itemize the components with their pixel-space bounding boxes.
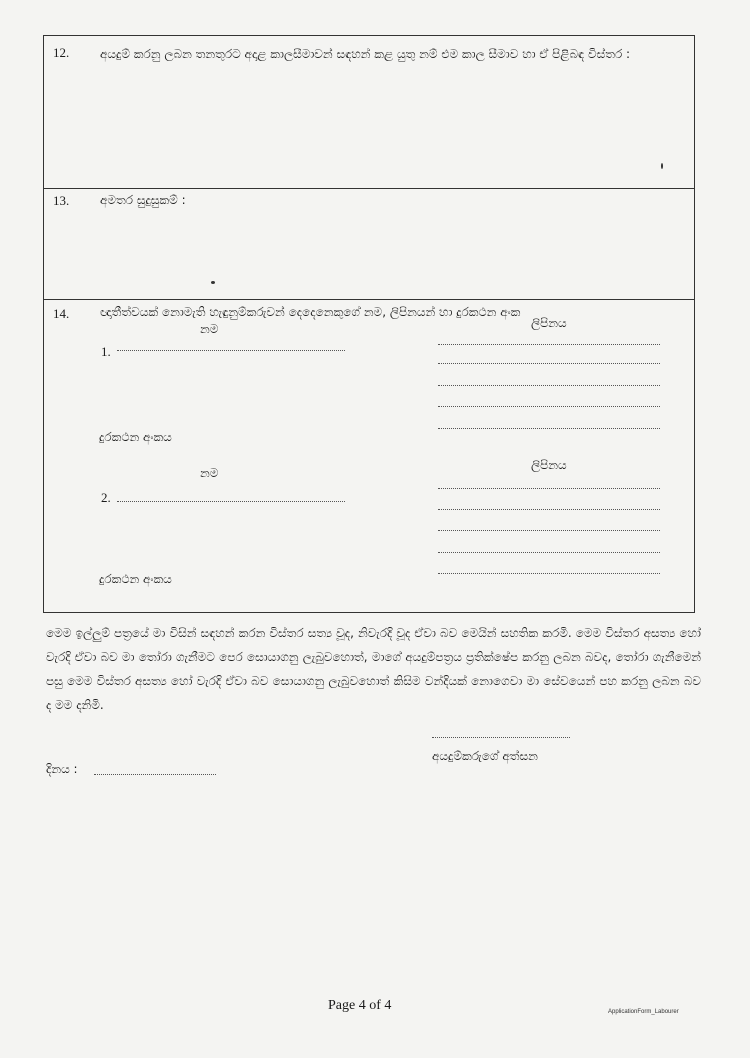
- scan-speck: [211, 281, 215, 284]
- referee-1-name-field[interactable]: [117, 350, 345, 351]
- form-code: ApplicationForm_Labourer: [608, 1009, 679, 1015]
- declaration-text: මෙම ඉල්ලුම් පත්‍රයේ මා විසින් සඳහන් කරන විස්තර සත්‍ය වූද, නිවැරදි වූද ඒවා බව මෙයින් සහතික කරමි. මෙම විස්තර අසත්‍ය හෝ වැරදි ඒවා බව මා තෝරා ගැනීමට පෙර සොයාගනු ලැබුවහොත්, මාගේ අයදුම්පත්‍රය ප්‍රතික්ෂේප කරනු ලබන බවද, තෝරා ගැනීමෙන් පසු මෙම විස්තර අසත්‍ය හෝ වැරදි ඒවා බව සොයාගනු ලැබුවහොත් කිසිම වන්දියක් නොගෙවා මා සේවයෙන් පහ කරනු ලබන බව ද මම දනිමි.: [46, 626, 701, 712]
- referee-2-address-label: ලිපිනය: [531, 458, 567, 472]
- referee-1-address-line-4[interactable]: [438, 406, 660, 407]
- item-12-number: 12.: [53, 45, 70, 60]
- item-14-question: ඥාතීත්වයක් නොමැති හැඳුනුම්කරුවන් දෙදෙනෙකුගේ නම, ලිපිනයන් හා දුරකථන අංක: [100, 305, 521, 319]
- item-12-answer-area[interactable]: [100, 86, 685, 181]
- signature-field[interactable]: [432, 737, 570, 738]
- referee-1-name-label: නම: [200, 322, 219, 336]
- referee-1-phone-label: දුරකථන අංකය: [99, 430, 172, 444]
- date-field[interactable]: [94, 774, 216, 775]
- referee-2-index: 2.: [101, 490, 111, 505]
- item-13-question: අමතර සුදුසුකම් :: [100, 193, 186, 207]
- referee-1-address-line-2[interactable]: [438, 363, 660, 364]
- item-12-question: අයදුම් කරනු ලබන තනතුරට අදාළ කාලසීමාවන් සඳහන් කළ යුතු නම් එම කාල සීමාව හා ඒ පිළිබඳ විස්තර :: [100, 47, 631, 61]
- page-number: Page 4 of 4: [328, 998, 392, 1013]
- form-table: [43, 35, 695, 613]
- referee-1-index: 1.: [101, 344, 111, 359]
- referee-2-phone-label: දුරකථන අංකය: [99, 572, 172, 586]
- referee-2-address-line-2[interactable]: [438, 509, 660, 510]
- referee-2-name-label: නම: [200, 466, 219, 480]
- referee-2-address-line-4[interactable]: [438, 552, 660, 553]
- referee-2-name-field[interactable]: [117, 501, 345, 502]
- referee-1-address-label: ලිපිනය: [531, 316, 567, 330]
- referee-2-address-line-3[interactable]: [438, 530, 660, 531]
- item-14-number: 14.: [53, 306, 70, 321]
- referee-1-address-line-1[interactable]: [438, 344, 660, 345]
- signature-label: අයදුම්කරුගේ අත්සන: [432, 749, 538, 763]
- item-12-row: [44, 36, 694, 189]
- referee-1-address-line-5[interactable]: [438, 428, 660, 429]
- referee-2-address-line-1[interactable]: [438, 488, 660, 489]
- referee-1-address-line-3[interactable]: [438, 385, 660, 386]
- item-14-row: [44, 300, 694, 612]
- scan-speck: [661, 163, 663, 169]
- item-13-number: 13.: [53, 193, 70, 208]
- item-13-answer-area[interactable]: [100, 219, 685, 294]
- date-label: දිනය :: [46, 762, 78, 776]
- referee-2-address-line-5[interactable]: [438, 573, 660, 574]
- item-13-row: [44, 189, 694, 300]
